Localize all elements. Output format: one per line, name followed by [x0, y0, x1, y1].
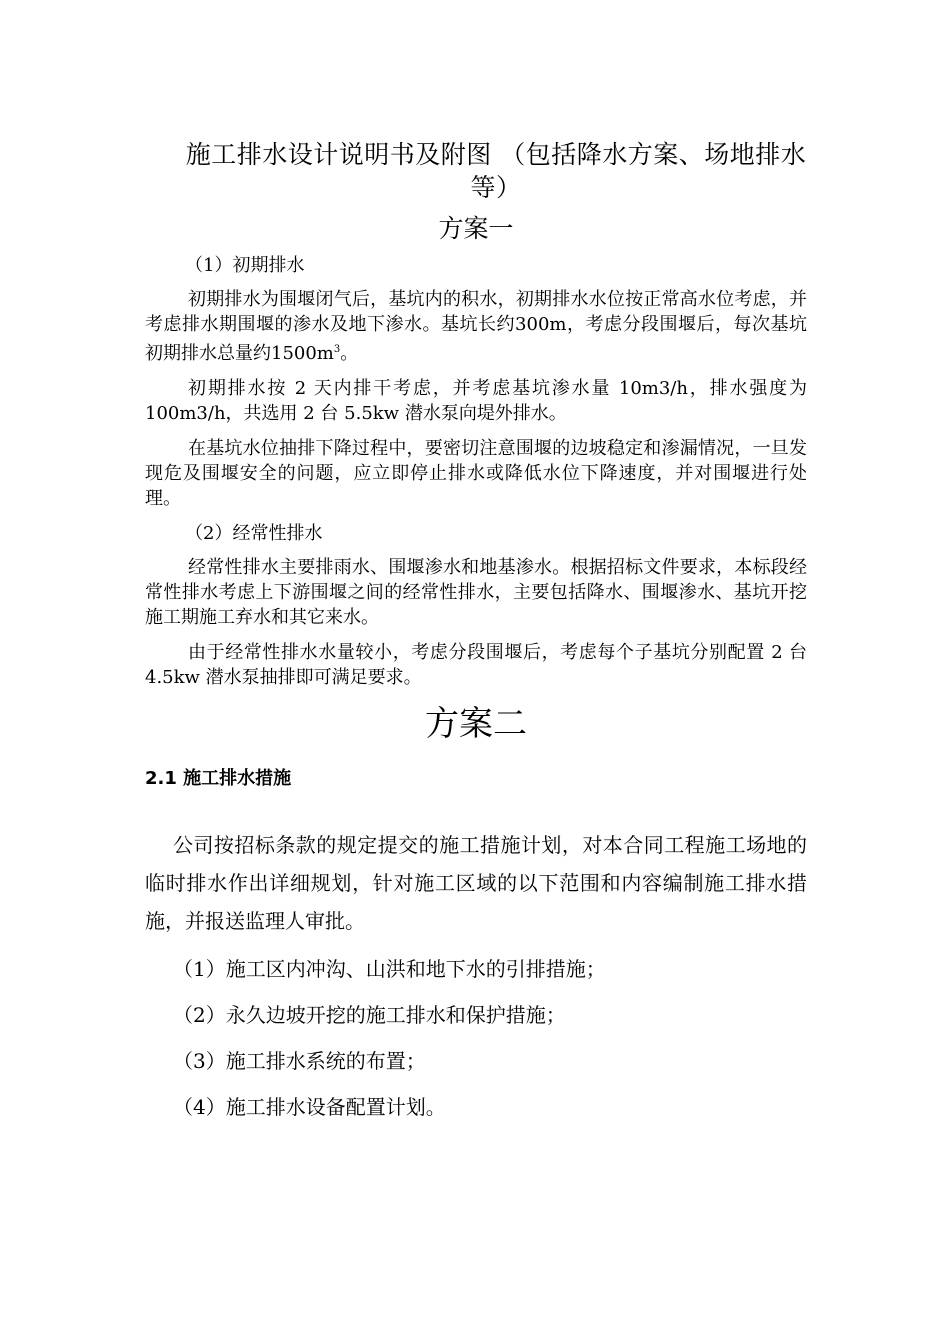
plan1-paragraph-1 [145, 287, 807, 366]
plan2-intro: 公司按招标条款的规定提交的施工措施计划，对本合同工程施工场地的临时排水作出详细规划，针对施工区域的以下范围和内容编制施工排水措施，并报送监理人审批。 [145, 833, 807, 933]
plan2-heading: 方案二 [425, 704, 527, 744]
plan1-sub1: （1）初期排水 [185, 255, 305, 276]
plan1-paragraph-4: 经常性排水主要排雨水、围堰渗水和地基渗水。根据招标文件要求，本标段经常性排水考虑上下游围堰之间的经常性排水，主要包括降水、围堰渗水、基坑开挖施工期施工弃水和其它来水。 [145, 557, 807, 628]
plan1-paragraph-5: 由于经常性排水水量较小，考虑分段围堰后，考虑每个子基坑分别配置 2 台 4.5kw 潜水泵抽排即可满足要求。 [145, 642, 807, 688]
plan1-paragraph-2: 初期排水按 2 天内排干考虑，并考虑基坑渗水量 10m3/h，排水强度为 100m3/h，共选用 2 台 5.5kw 潜水泵向堤外排水。 [145, 378, 807, 424]
plan1-paragraph-1-end: 。 [340, 343, 359, 364]
plan2-list-item-4: （4）施工排水设备配置计划。 [173, 1095, 446, 1119]
plan1-paragraph-1-text: 初期排水为围堰闭气后，基坑内的积水，初期排水水位按正常高水位考虑，并考虑排水期围堰的渗水及地下渗水。基坑长约300m，考虑分段围堰后，每次基坑初期排水总量约1500m [145, 289, 807, 364]
document-title: 施工排水设计说明书及附图 （包括降水方案、场地排水等） [185, 140, 807, 202]
plan1-heading: 方案一 [438, 214, 514, 243]
plan2-list-item-2: （2）永久边坡开挖的施工排水和保护措施； [173, 1003, 566, 1027]
plan1-paragraph-1-sup: 3 [333, 344, 341, 355]
plan2-list-item-1: （1）施工区内冲沟、山洪和地下水的引排措施； [173, 957, 606, 981]
plan1-sub2: （2）经常性排水 [185, 523, 323, 544]
document-content [145, 138, 807, 1134]
plan2-list-item-3: （3）施工排水系统的布置； [173, 1049, 426, 1073]
plan2-section-title: 2.1 施工排水措施 [145, 768, 292, 789]
plan1-paragraph-3: 在基坑水位抽排下降过程中，要密切注意围堰的边坡稳定和渗漏情况，一旦发现危及围堰安全的问题，应立即停止排水或降低水位下降速度，并对围堰进行处理。 [145, 438, 807, 509]
